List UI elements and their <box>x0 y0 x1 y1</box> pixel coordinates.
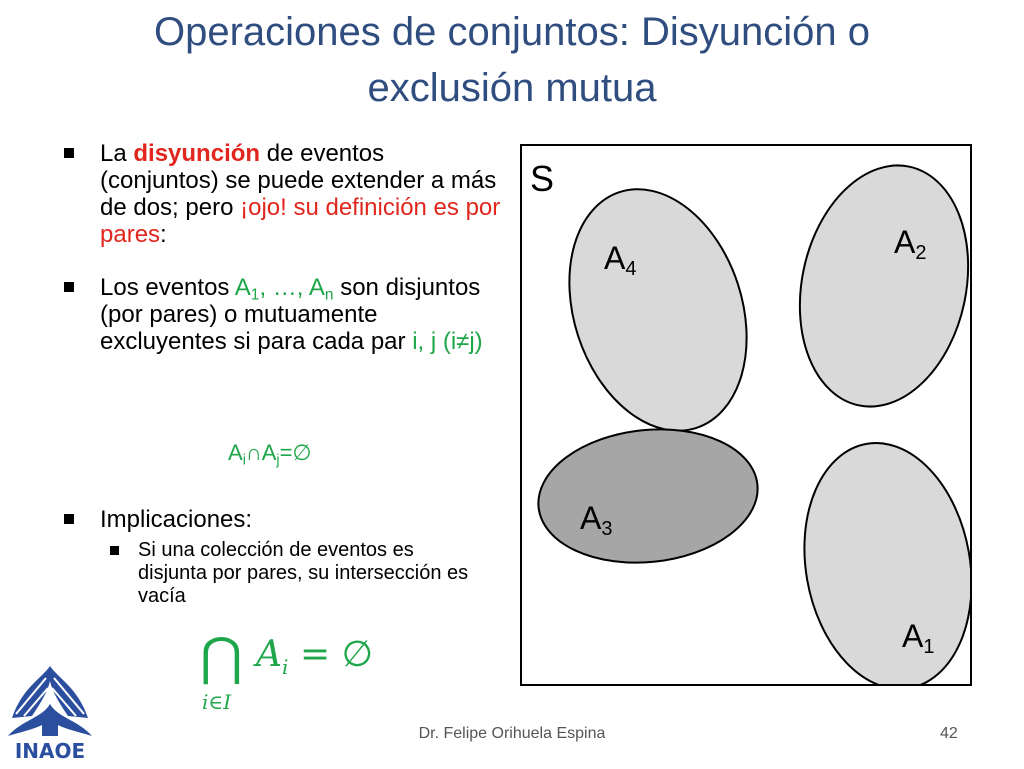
label-a3: $A_3$ <box>580 500 613 540</box>
ellipse-a4 <box>540 166 776 454</box>
index-set: i∈I <box>202 690 232 714</box>
footer-author: Dr. Felipe Orihuela Espina <box>418 725 606 742</box>
bullet-list <box>62 140 502 375</box>
bullet-disyuncion: La disyunción de eventos (conjuntos) se puede extender a más de dos; pero ¡ojo! su definición es por pares: <box>62 140 502 248</box>
slide-title <box>0 4 1024 116</box>
bullet-square-icon <box>64 148 74 158</box>
equals-empty: = ∅ <box>300 634 373 675</box>
term-sub: i <box>282 655 289 679</box>
ellipse-a2 <box>778 150 970 423</box>
inaoe-logo-graphic <box>2 658 98 764</box>
bullet-square-icon <box>64 514 74 524</box>
ellipse-a3 <box>532 419 765 573</box>
bullet-disjuntos: Los eventos $A_1$, …, $A_n$ son disjuntos (por pares) o mutuamente excluyentes si para cada par i, j (i≠j) <box>62 274 502 355</box>
ellipse-a1 <box>786 430 970 684</box>
intersection-formula-svg <box>196 616 386 716</box>
term-a: A <box>256 634 282 675</box>
title-line-2: exclusión mutua <box>367 66 657 110</box>
label-a2: $A_2$ <box>894 224 927 264</box>
page-number: 42 <box>940 725 958 742</box>
highlight-disyuncion: disyunción <box>133 140 261 167</box>
bullet-implicaciones: Implicaciones: <box>62 506 502 533</box>
bullet-square-icon <box>110 546 119 555</box>
intersection-formula <box>196 616 386 721</box>
inaoe-logo <box>2 658 98 764</box>
subbullet-coleccion: Si una colección de eventos es disjunta por pares, su intersección es vacía <box>108 539 478 608</box>
label-a4: $A_4$ <box>604 240 637 280</box>
big-cap-symbol: ⋂ <box>200 627 243 687</box>
label-s: S <box>530 158 555 199</box>
bullet-list-2 <box>62 506 502 608</box>
label-a1: $A_1$ <box>902 618 935 658</box>
disjoint-formula: $A_i\cap A_j=\emptyset$ <box>228 440 312 469</box>
title-line-1: Operaciones de conjuntos: Disyunción o <box>154 10 870 54</box>
venn-diagram <box>520 144 972 686</box>
logo-text: INAOE <box>14 739 86 763</box>
bullet-square-icon <box>64 282 74 292</box>
